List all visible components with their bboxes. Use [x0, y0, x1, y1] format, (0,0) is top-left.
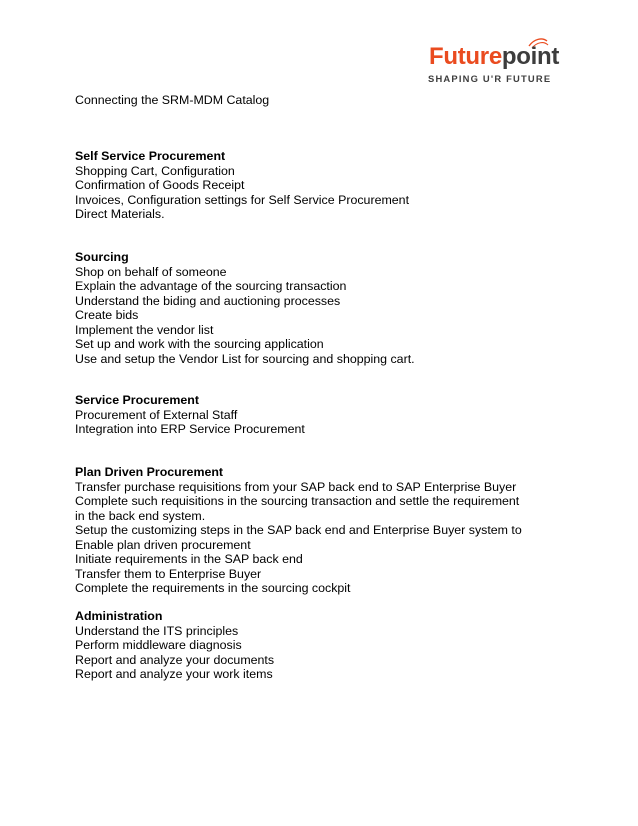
section-line: Initiate requirements in the SAP back end: [75, 552, 303, 566]
section-line: Procurement of External Staff: [75, 407, 238, 422]
section-plan-driven-procurement: [75, 465, 522, 596]
section-line: Transfer purchase requisitions from your SAP back end to SAP Enterprise Buyer: [75, 479, 517, 494]
section-line: Report and analyze your work items: [75, 667, 273, 681]
section-line: Complete such requisitions in the sourcing transaction and settle the requirement: [75, 494, 520, 508]
section-line: Complete the requirements in the sourcing cockpit: [75, 581, 351, 595]
section-heading: Sourcing: [75, 250, 129, 264]
section-line: Perform middleware diagnosis: [75, 638, 242, 652]
section-line: Report and analyze your documents: [75, 652, 275, 667]
section-heading: Service Procurement: [75, 393, 199, 407]
section-heading: Plan Driven Procurement: [75, 465, 224, 479]
section-line: Enable plan driven procurement: [75, 537, 251, 552]
section-line: Confirmation of Goods Receipt: [75, 178, 245, 192]
logo-word-point: point: [501, 43, 560, 70]
logo-tagline: SHAPING U'R FUTURE: [428, 73, 552, 84]
section-line: Integration into ERP Service Procurement: [75, 422, 305, 436]
section-line: Create bids: [75, 308, 139, 322]
futurepoint-logo: [426, 38, 560, 88]
section-line: Transfer them to Enterprise Buyer: [75, 566, 262, 581]
section-line: Direct Materials.: [75, 207, 165, 221]
section-line: Shopping Cart, Configuration: [75, 163, 235, 178]
section-service-procurement: [75, 393, 305, 437]
section-line: Set up and work with the sourcing application: [75, 337, 324, 351]
logo-wordmark: [429, 44, 559, 70]
document-title: Connecting the SRM-MDM Catalog: [75, 93, 270, 107]
section-administration: [75, 609, 274, 682]
section-self-service-procurement: [75, 149, 409, 222]
section-heading: Self Service Procurement: [75, 149, 226, 163]
section-line: Implement the vendor list: [75, 322, 214, 337]
section-line: Explain the advantage of the sourcing transaction: [75, 279, 347, 293]
section-sourcing: [75, 250, 415, 366]
section-line: Understand the biding and auctioning processes: [75, 293, 341, 308]
section-line: in the back end system.: [75, 508, 206, 523]
section-line: Invoices, Configuration settings for Self Service Procurement: [75, 192, 410, 207]
logo-word-future: Future: [429, 43, 502, 70]
section-line: Understand the ITS principles: [75, 623, 239, 638]
section-heading: Administration: [75, 609, 163, 623]
section-line: Use and setup the Vendor List for sourcing and shopping cart.: [75, 351, 415, 366]
section-line: Shop on behalf of someone: [75, 264, 227, 279]
section-line: Setup the customizing steps in the SAP back end and Enterprise Buyer system to: [75, 523, 522, 537]
